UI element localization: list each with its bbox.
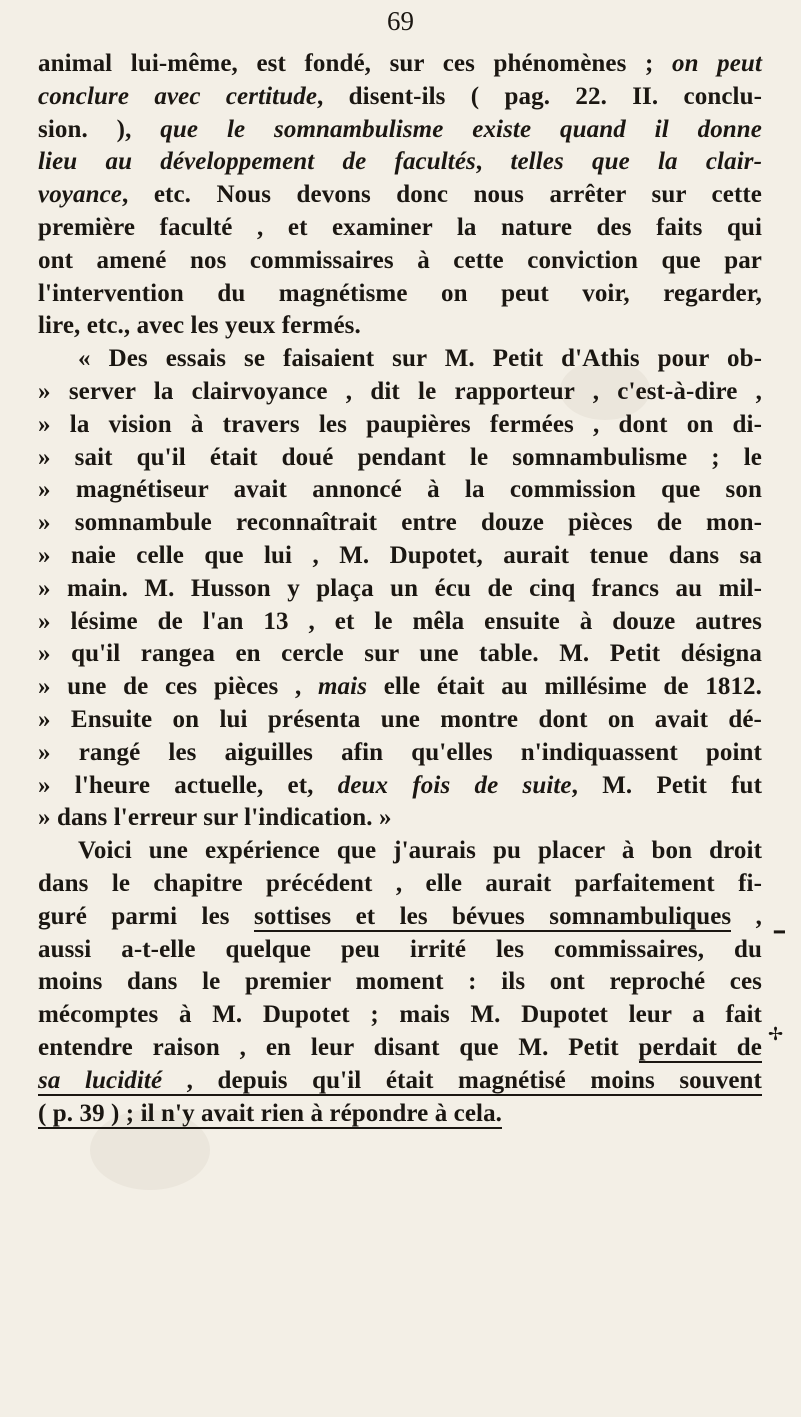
text-run: « Des essais se faisaient sur M. Petit d'Athis pour ob- bbox=[78, 345, 762, 373]
italic-text: mais bbox=[318, 673, 368, 701]
text-run: l'intervention du magnétisme on peut voir, regarder, bbox=[38, 279, 762, 307]
text-line bbox=[38, 146, 762, 179]
text-line bbox=[38, 212, 762, 245]
text-line bbox=[38, 966, 762, 999]
text-line bbox=[38, 343, 762, 376]
text-line bbox=[38, 704, 762, 737]
text-run: depuis qu'il était magnétisé moins souvent bbox=[217, 1066, 762, 1094]
text-line bbox=[38, 999, 762, 1032]
italic-text: lieu au développement de facultés bbox=[38, 148, 476, 176]
italic-text: telles que la clair- bbox=[510, 148, 762, 176]
text-run: » qu'il rangea en cercle sur une table. M. Petit désigna bbox=[38, 640, 762, 668]
italic-text: que le somnambulisme existe quand il donne bbox=[160, 115, 762, 143]
text-run: » rangé les aiguilles afin qu'elles n'indiquassent point bbox=[38, 738, 762, 766]
text-run: Voici une expérience que j'aurais pu placer à bon droit bbox=[78, 837, 762, 865]
text-run: , bbox=[162, 1066, 218, 1094]
text-run: guré parmi les bbox=[38, 902, 254, 930]
text-run: » dans l'erreur sur l'indication. » bbox=[38, 804, 392, 832]
italic-text: deux fois de suite bbox=[337, 771, 572, 799]
text-run: , disent-ils ( pag. 22. II. conclu- bbox=[317, 82, 762, 110]
text-run: moins dans le premier moment : ils ont reproché ces bbox=[38, 968, 762, 996]
text-run: sottises et les bévues somnambuliques bbox=[254, 902, 732, 930]
italic-text: sa lucidité bbox=[38, 1066, 163, 1094]
text-run: aussi a-t-elle quelque peu irrité les commissaires, du bbox=[38, 935, 762, 963]
text-line bbox=[38, 442, 762, 475]
text-line bbox=[38, 474, 762, 507]
text-line bbox=[38, 81, 762, 114]
text-run: » une de ces pièces , bbox=[38, 673, 319, 701]
italic-text: voyance bbox=[38, 181, 122, 209]
text-line bbox=[38, 48, 762, 81]
text-run: , bbox=[475, 148, 511, 176]
text-line bbox=[38, 770, 762, 803]
text-run: » lésime de l'an 13 , et le mêla ensuite à douze autres bbox=[38, 607, 762, 635]
text-run: » somnambule reconnaîtrait entre douze pièces de mon- bbox=[38, 509, 762, 537]
margin-mark: ✢ bbox=[768, 1024, 784, 1045]
text-run: » sait qu'il était doué pendant le somnambulisme ; le bbox=[38, 443, 762, 471]
text-run: , bbox=[731, 902, 763, 930]
text-line bbox=[38, 606, 762, 639]
text-run: » server la clairvoyance , dit le rapporteur , c'est-à-dire , bbox=[38, 377, 762, 405]
text-run: entendre raison , en leur disant que M. Petit bbox=[38, 1033, 639, 1061]
text-line bbox=[38, 671, 762, 704]
text-line bbox=[38, 835, 762, 868]
text-line bbox=[38, 540, 762, 573]
text-line bbox=[38, 278, 762, 311]
text-line bbox=[38, 1065, 762, 1098]
text-line bbox=[38, 868, 762, 901]
text-line bbox=[38, 573, 762, 606]
text-run: ( p. 39 ) ; bbox=[38, 1099, 141, 1127]
text-run: » magnétiseur avait annoncé à la commission que son bbox=[38, 476, 762, 504]
text-line bbox=[38, 376, 762, 409]
text-line bbox=[38, 245, 762, 278]
text-run: dans le chapitre précédent , elle aurait parfaitement fi- bbox=[38, 869, 762, 897]
text-run: il n'y avait rien à répondre à cela. bbox=[140, 1099, 503, 1127]
text-run: mécomptes à M. Dupotet ; mais M. Dupotet leur a fait bbox=[38, 1001, 762, 1029]
text-run: , M. Petit fut bbox=[571, 771, 762, 799]
text-run: » Ensuite on lui présenta une montre dont on avait dé- bbox=[38, 705, 762, 733]
text-run: » l'heure actuelle, et, bbox=[38, 771, 338, 799]
margin-mark: ━ bbox=[774, 922, 785, 943]
italic-text: on peut bbox=[671, 50, 762, 77]
text-line bbox=[38, 1032, 762, 1065]
text-run: première faculté , et examiner la nature des faits qui bbox=[38, 213, 762, 241]
text-line bbox=[38, 901, 762, 934]
italic-text: conclure avec certitude bbox=[38, 82, 318, 110]
text-run: elle était au millésime de 1812. bbox=[367, 673, 762, 701]
text-line bbox=[38, 1098, 762, 1131]
text-line bbox=[38, 179, 762, 212]
text-run: sion. ), bbox=[38, 115, 161, 143]
text-run: ont amené nos commissaires à cette conviction que par bbox=[38, 246, 762, 274]
text-run: animal lui-même, est fondé, sur ces phénomènes ; bbox=[38, 50, 672, 77]
body-text bbox=[38, 48, 762, 1130]
text-line bbox=[38, 737, 762, 770]
text-line bbox=[38, 409, 762, 442]
text-run: » la vision à travers les paupières fermées , dont on di- bbox=[38, 410, 762, 438]
text-line bbox=[38, 638, 762, 671]
text-run: » naie celle que lui , M. Dupotet, aurait tenue dans sa bbox=[38, 541, 762, 569]
text-run: , etc. Nous devons donc nous arrêter sur cette bbox=[122, 181, 762, 209]
text-line bbox=[38, 507, 762, 540]
text-line bbox=[38, 934, 762, 967]
text-line bbox=[38, 310, 762, 343]
text-run: lire, etc., avec les yeux fermés. bbox=[38, 312, 361, 340]
text-line bbox=[38, 802, 762, 835]
text-run: » main. M. Husson y plaça un écu de cinq francs au mil- bbox=[38, 574, 762, 602]
page-number: 69 bbox=[387, 6, 414, 36]
text-run: perdait de bbox=[638, 1033, 762, 1061]
text-line bbox=[38, 114, 762, 147]
